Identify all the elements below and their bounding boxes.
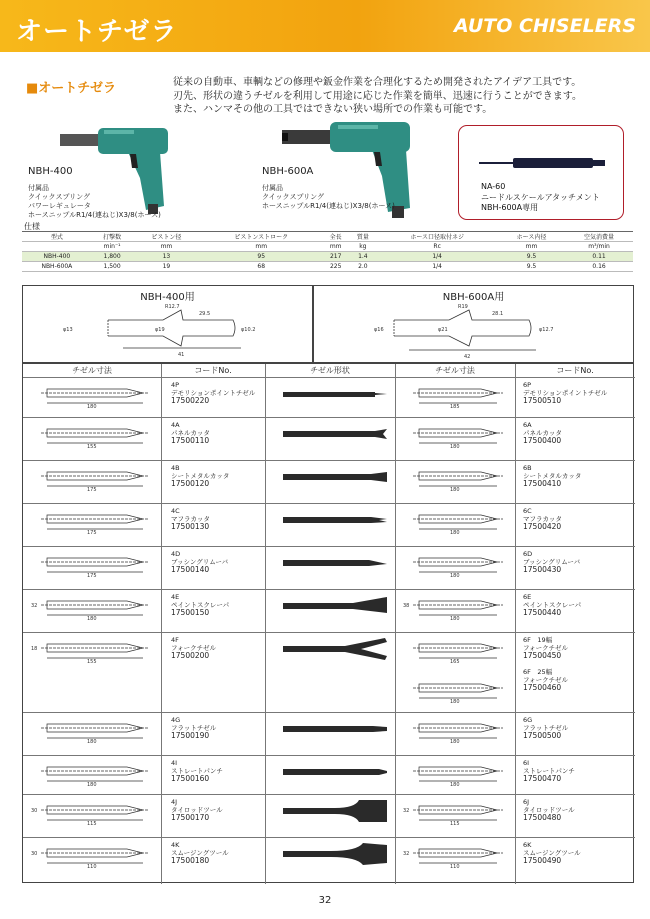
- chisel-drawing-600: [401, 550, 511, 580]
- col-header-code-400: コードNo.: [194, 366, 232, 375]
- svg-text:29.5: 29.5: [199, 311, 211, 317]
- chisel-shape: [283, 560, 387, 566]
- svg-text:41: 41: [178, 352, 185, 358]
- chisel-code-400: 4D ブッシングリムーバ 17500140: [171, 550, 229, 574]
- section-title: ■オートチゼラ: [26, 81, 117, 96]
- chisel-code-600: 6F 19幅 フォークチゼル 17500450 6F 25幅 フォークチゼル 17500460: [523, 636, 569, 692]
- chisel-drawing-400: [29, 421, 157, 451]
- svg-text:R12.7: R12.7: [165, 304, 180, 310]
- nbh-600a-accessories: 付属品 クイックスプリング ホースニップルR1/4(連ねじ)X3/8(ホース): [262, 184, 395, 210]
- chisel-shape-image: [275, 636, 391, 666]
- col-header-shape: チゼル形状: [310, 366, 350, 375]
- chisel-drawing-400: [29, 636, 157, 666]
- length-dim: 180: [450, 444, 460, 449]
- chisel-drawing-400: [29, 507, 157, 537]
- side-dim: 30: [31, 851, 38, 857]
- side-dim: 32: [31, 603, 38, 609]
- chisel-code-600: 6K スムージングツール 17500490: [523, 841, 581, 865]
- chisel-shape-image: [275, 550, 391, 580]
- chisel-code-600: 6B シートメタルカッタ 17500410: [523, 464, 582, 488]
- side-dim: 32: [403, 851, 410, 857]
- shank-nbh-600a: NBH-600A用 R19 28.1 φ16 φ21 φ12.7 42: [313, 285, 634, 363]
- chisel-code-400: 4P デモリションポイントチゼル 17500220: [171, 381, 256, 405]
- length-dim: 180: [450, 530, 460, 535]
- chisel-shape: [283, 800, 387, 822]
- chisel-drawing-400: [29, 759, 157, 789]
- col-header-size-400: チゼル寸法: [72, 366, 112, 375]
- spec-row: NBH-400 1,800 13 95 217 1.4 1/4 9.5 0.11: [22, 252, 633, 262]
- chisel-shape: [283, 726, 387, 732]
- chisel-code-400: 4F フォークチゼル 17500200: [171, 636, 217, 660]
- chisel-shape-image: [275, 381, 391, 411]
- chisel-code-600: 6P デモリションポイントチゼル 17500510: [523, 381, 608, 405]
- chisel-drawing-600: [401, 421, 511, 451]
- chisel-drawing-400: [29, 798, 157, 828]
- length-dim: 165: [450, 659, 460, 664]
- length-dim: 180: [87, 739, 97, 744]
- chisel-drawing-400: [29, 841, 157, 871]
- length-dim: 110: [87, 864, 97, 869]
- length-dim: 185: [450, 404, 460, 409]
- length-dim: 110: [450, 864, 460, 869]
- length-dim: 115: [87, 821, 97, 826]
- spec-table: 型式 打撃数 ピストン径 ピストンストローク 全長 質量 ホース口径取付ネジ ホース内径 空気消費量 min⁻¹ mm mm mm kg Rc mm m³/min NBH-400 1,800 13 95 217 1.4 1/4 9.5 0.11 NBH-600A 1,500 19 68 225 2.0 1/4 9.5 0.16: [22, 231, 633, 272]
- nbh-400-accessories: 付属品 クイックスプリング パワーレギュレータ ホースニップルR1/4(連ねじ)X3/8(ホース): [28, 184, 161, 219]
- chisel-code-600: 6G フラットチゼル 17500500: [523, 716, 569, 740]
- col-header-size-600: チゼル寸法: [435, 366, 475, 375]
- chisel-shape: [283, 517, 387, 523]
- page-title: オートチゼラ: [16, 17, 178, 47]
- spec-label: 仕様: [24, 222, 40, 231]
- chisel-code-600: 6D ブッシングリムーバ 17500430: [523, 550, 581, 574]
- chisel-shape: [283, 769, 387, 775]
- chisel-drawing-600: [401, 507, 511, 537]
- chisel-code-400: 4I ストレートパンチ 17500160: [171, 759, 223, 783]
- length-dim: 180: [450, 699, 460, 704]
- svg-text:φ10.2: φ10.2: [241, 327, 256, 333]
- length-dim: 180: [450, 616, 460, 621]
- chisel-drawing-400: [29, 381, 157, 411]
- na-60-box: [458, 125, 624, 220]
- col-header-code-600: コードNo.: [556, 366, 594, 375]
- length-dim: 180: [87, 404, 97, 409]
- chisel-code-600: 6C マフラカッタ 17500420: [523, 507, 562, 531]
- svg-text:R19: R19: [458, 304, 468, 310]
- length-dim: 180: [450, 573, 460, 578]
- chisel-shape-image: [275, 593, 391, 623]
- chisel-drawing-600: [401, 593, 511, 623]
- spec-row: NBH-600A 1,500 19 68 225 2.0 1/4 9.5 0.16: [22, 262, 633, 272]
- chisel-shape: [283, 638, 387, 660]
- chisel-drawing-600: [401, 636, 511, 706]
- chisel-code-400: 4C マフラカッタ 17500130: [171, 507, 210, 531]
- side-dim: 30: [31, 808, 38, 814]
- side-dim: 38: [403, 603, 410, 609]
- chisel-shape-image: [275, 421, 391, 451]
- shank-nbh-400: NBH-400用 R12.7 29.5 φ13 φ19 φ10.2 41: [22, 285, 313, 363]
- chisel-drawing-400: [29, 593, 157, 623]
- page-number: 32: [318, 895, 332, 906]
- chisel-code-600: 6E ペイントスクレーパ 17500440: [523, 593, 582, 617]
- chisel-drawing-400: [29, 464, 157, 494]
- chisel-code-400: 4J タイロッドツール 17500170: [171, 798, 223, 822]
- na-60-name: ニードルスケールアタッチメント: [481, 192, 600, 202]
- needle-attachment-image: [479, 154, 609, 172]
- chisel-table: [22, 363, 634, 883]
- length-dim: 180: [87, 616, 97, 621]
- side-dim: 32: [403, 808, 410, 814]
- length-dim: 180: [450, 487, 460, 492]
- chisel-shape-image: [275, 759, 391, 789]
- chisel-code-400: 4K スムージングツール 17500180: [171, 841, 229, 865]
- chisel-drawing-600: [401, 759, 511, 789]
- length-dim: 175: [87, 487, 97, 492]
- chisel-shape-image: [275, 507, 391, 537]
- chisel-shape: [283, 429, 387, 439]
- chisel-code-400: 4G フラットチゼル 17500190: [171, 716, 217, 740]
- chisel-shape: [283, 597, 387, 613]
- svg-text:28.1: 28.1: [492, 311, 504, 317]
- model-nbh-600a: NBH-600A: [262, 166, 314, 177]
- na-60-code: NA-60: [481, 182, 506, 191]
- length-dim: 175: [87, 573, 97, 578]
- length-dim: 180: [450, 782, 460, 787]
- length-dim: 180: [87, 782, 97, 787]
- chisel-drawing-600: [401, 841, 511, 871]
- length-dim: 155: [87, 444, 97, 449]
- length-dim: 115: [450, 821, 460, 826]
- chisel-drawing-600: [401, 716, 511, 746]
- length-dim: 180: [450, 739, 460, 744]
- chisel-code-400: 4B シートメタルカッタ 17500120: [171, 464, 230, 488]
- chisel-drawing-400: [29, 550, 157, 580]
- svg-text:φ12.7: φ12.7: [539, 327, 554, 333]
- chisel-code-600: 6J タイロッドツール 17500480: [523, 798, 575, 822]
- chisel-drawing-600: [401, 381, 511, 411]
- na-60-note: NBH-600A専用: [481, 203, 539, 212]
- chisel-shape-image: [275, 464, 391, 494]
- chisel-shape: [283, 472, 387, 482]
- chisel-shape: [283, 843, 387, 865]
- svg-text:φ13: φ13: [63, 327, 73, 333]
- svg-text:42: 42: [464, 354, 471, 360]
- header-banner: [0, 0, 650, 52]
- chisel-drawing-600: [401, 798, 511, 828]
- length-dim: 175: [87, 530, 97, 535]
- chisel-code-400: 4A パネルカッタ 17500110: [171, 421, 210, 445]
- chisel-code-600: 6I ストレートパンチ 17500470: [523, 759, 575, 783]
- chisel-shape-image: [275, 798, 391, 828]
- length-dim: 155: [87, 659, 97, 664]
- page-title-en: AUTO CHISELERS: [454, 15, 636, 37]
- chisel-drawing-400: [29, 716, 157, 746]
- intro-text: 従来の自動車、車輌などの修理や鈑金作業を合理化するため開発されたアイデア工具です。 刃先、形状の違うチゼルを利用して用途に応じた作業を簡単、迅速に行うことができます。 また、ハンマその他の工具ではできない狭い場所での作業も可能です。: [173, 77, 582, 115]
- chisel-shape: [283, 392, 387, 397]
- svg-text:φ16: φ16: [374, 327, 384, 333]
- chisel-shape-image: [275, 841, 391, 871]
- side-dim: 18: [31, 646, 38, 652]
- chisel-shape-image: [275, 716, 391, 746]
- model-nbh-400: NBH-400: [28, 166, 73, 177]
- chisel-drawing-600: [401, 464, 511, 494]
- chisel-code-600: 6A パネルカッタ 17500400: [523, 421, 562, 445]
- chisel-code-400: 4E ペイントスクレーパ 17500150: [171, 593, 230, 617]
- svg-text:φ21: φ21: [438, 327, 448, 333]
- svg-text:φ19: φ19: [155, 327, 165, 333]
